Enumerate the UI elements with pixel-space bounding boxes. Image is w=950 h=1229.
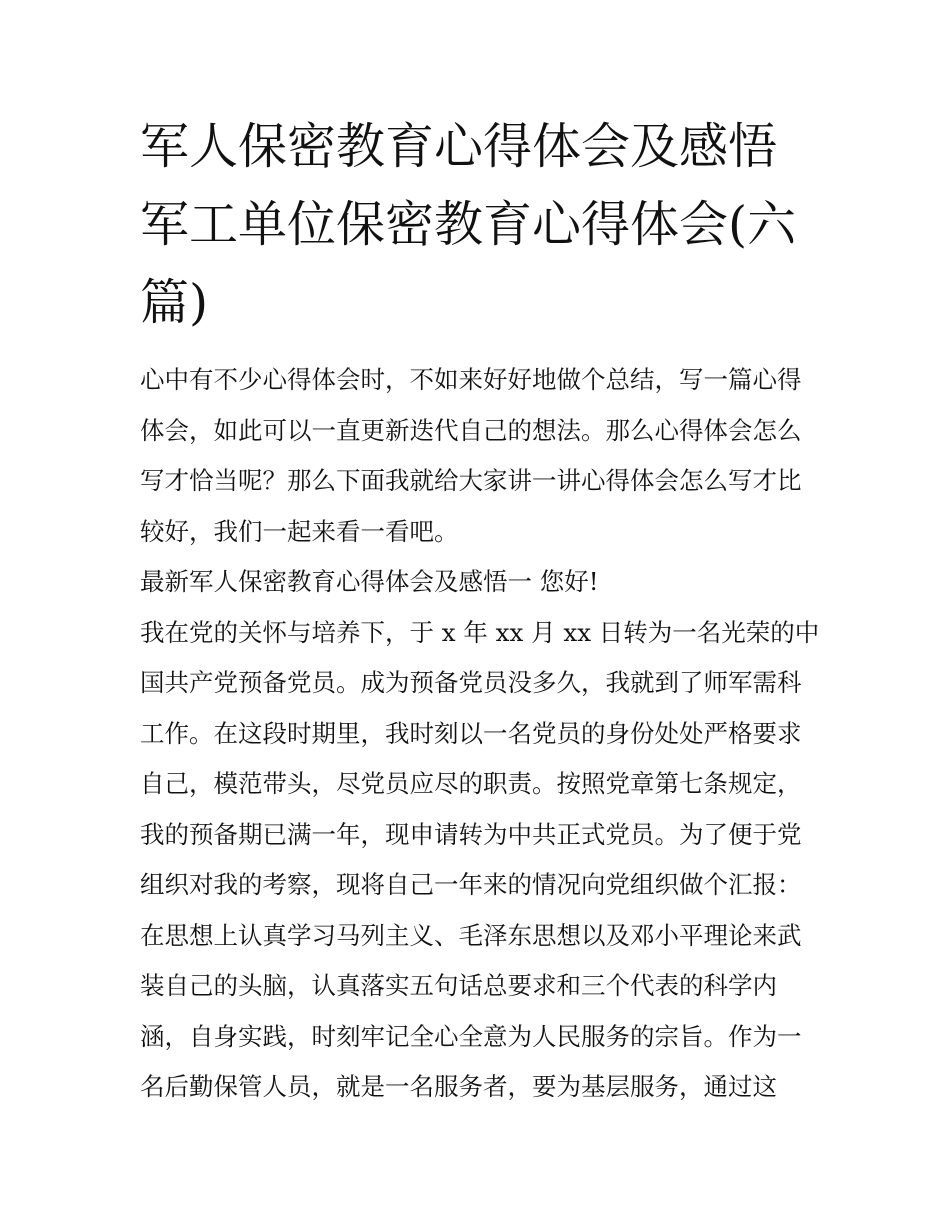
body-line: 写才恰当呢？那么下面我就给大家讲一讲心得体会怎么写才比 (140, 466, 802, 495)
body-line: 体会，如此可以一直更新迭代自己的想法。那么心得体会怎么 (140, 415, 802, 445)
document-title (140, 108, 820, 342)
title-line: 军工单位保密教育心得体会(六 (140, 196, 797, 253)
section-heading-line: 最新军人保密教育心得体会及感悟一 您好! (140, 567, 599, 596)
title-line: 篇) (140, 274, 209, 331)
body-line: 涵，自身实践，时刻牢记全心全意为人民服务的宗旨。作为一 (140, 1021, 802, 1051)
title-line: 军人保密教育心得体会及感悟 (140, 118, 778, 175)
document-body (140, 355, 820, 1113)
body-line: 自己，模范带头，尽党员应尽的职责。按照党章第七条规定， (140, 769, 802, 798)
body-line: 在思想上认真学习马列主义、毛泽东思想以及邓小平理论来武 (140, 920, 802, 950)
body-line: 心中有不少心得体会时，不如来好好地做个总结，写一篇心得 (140, 365, 802, 394)
body-line: 国共产党预备党员。成为预备党员没多久，我就到了师军需科 (140, 668, 802, 697)
body-line: 工作。在这段时期里，我时刻以一名党员的身份处处严格要求 (140, 718, 802, 748)
body-line: 组织对我的考察，现将自己一年来的情况向党组织做个汇报： (140, 870, 802, 899)
body-line: 我在党的关怀与培养下，于 x 年 xx 月 xx 日转为一名光荣的中 (140, 617, 820, 647)
body-line: 我的预备期已满一年，现申请转为中共正式党员。为了便于党 (140, 819, 802, 849)
body-line: 名后勤保管人员，就是一名服务者，要为基层服务，通过这 (140, 1072, 777, 1101)
body-line: 较好，我们一起来看一看吧。 (140, 516, 459, 546)
body-line: 装自己的头脑，认真落实五句话总要求和三个代表的科学内 (140, 971, 777, 1000)
